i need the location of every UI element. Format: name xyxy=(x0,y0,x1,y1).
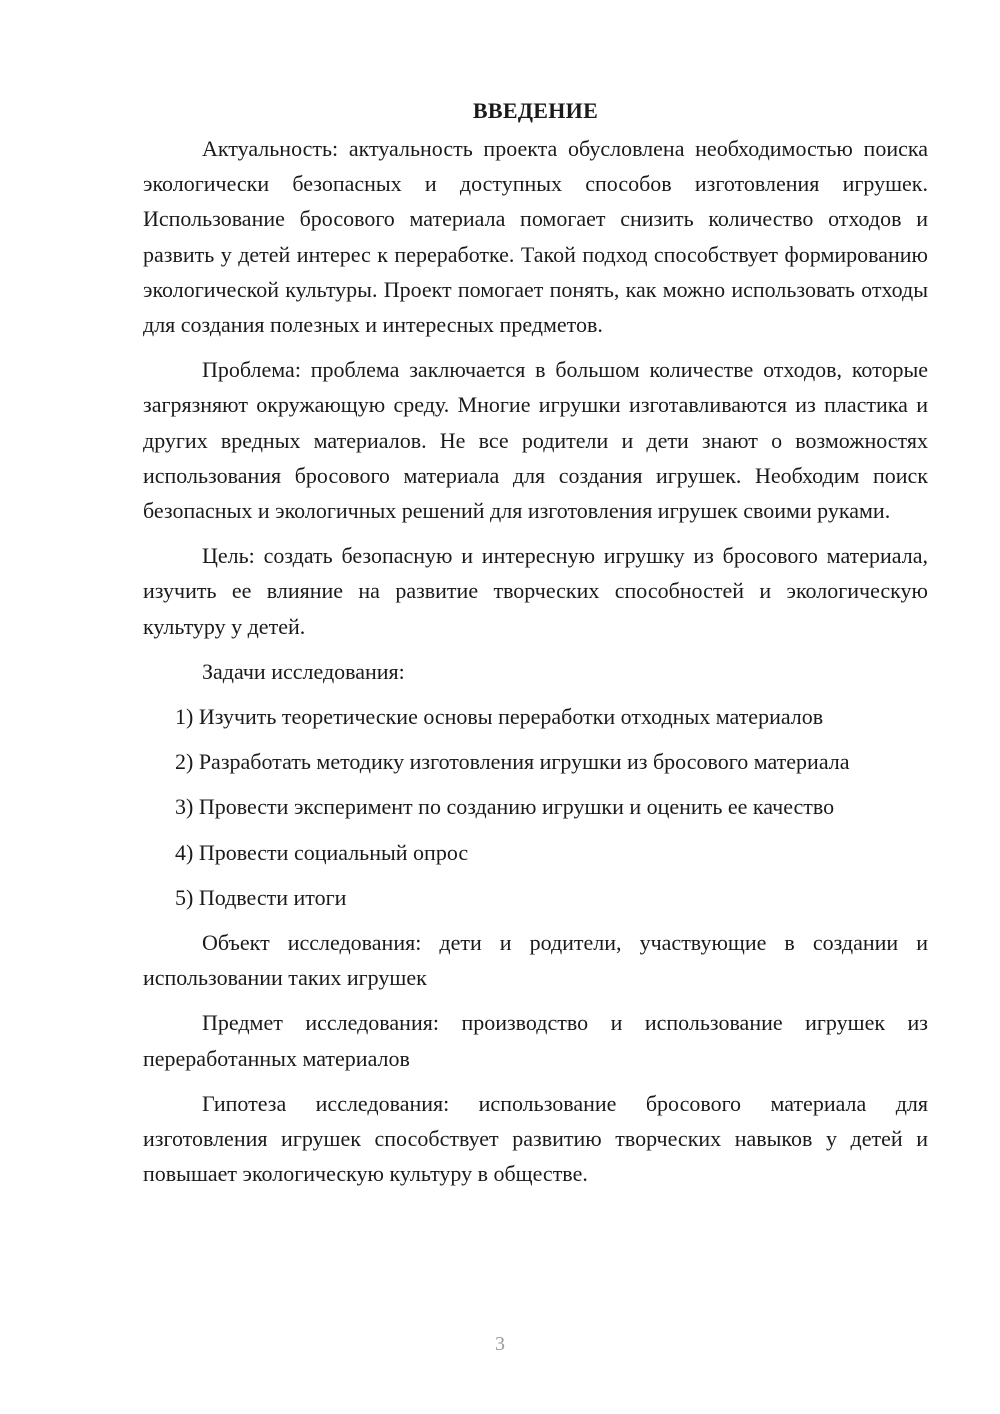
page-number: 3 xyxy=(495,1333,505,1355)
task-item-3: 3) Провести эксперимент по созданию игрушки и оценить ее качество xyxy=(175,794,835,820)
subject-paragraph: Предмет исследования: производство и использование игрушек из переработанных материалов xyxy=(143,1010,928,1071)
hypothesis-paragraph: Гипотеза исследования: использование бросового материала для изготовления игрушек способствует развитию творческих навыков у детей и повышает экологическую культуру в обществе. xyxy=(143,1090,928,1187)
object-paragraph: Объект исследования: дети и родители, участвующие в создании и использовании таких игрушек xyxy=(143,930,928,991)
task-item-5: 5) Подвести итоги xyxy=(175,884,347,910)
task-item-1: 1) Изучить теоретические основы переработки отходных материалов xyxy=(175,704,824,730)
tasks-heading: Задачи исследования: xyxy=(202,658,405,684)
goal-paragraph: Цель: создать безопасную и интересную игрушку из бросового материала, изучить ее влияние на развитие творческих способностей и экологическую культуру у детей. xyxy=(143,543,928,639)
section-heading: ВВЕДЕНИЕ xyxy=(472,98,599,123)
task-item-2: 2) Разработать методику изготовления игрушки из бросового материала xyxy=(175,749,850,775)
document-page xyxy=(143,95,928,1201)
relevance-paragraph: Актуальность: актуальность проекта обусловлена необходимостью поиска экологически безопасных и доступных способов изготовления игрушек. Использование бросового материала помогает снизить количество отходов и развить у детей интерес к переработке. Такой подход способствует формированию экологической культуры. Проект помогает понять, как можно использовать отходы для создания полезных и интересных предметов. xyxy=(143,136,928,338)
task-item-4: 4) Провести социальный опрос xyxy=(175,839,469,865)
problem-paragraph: Проблема: проблема заключается в большом количестве отходов, которые загрязняют окружающую среду. Многие игрушки изготавливаются из пластика и других вредных материалов. Не все родители и дети знают о возможностях использования бросового материала для создания игрушек. Необходим поиск безопасных и экологичных решений для изготовления игрушек своими руками. xyxy=(143,357,928,524)
